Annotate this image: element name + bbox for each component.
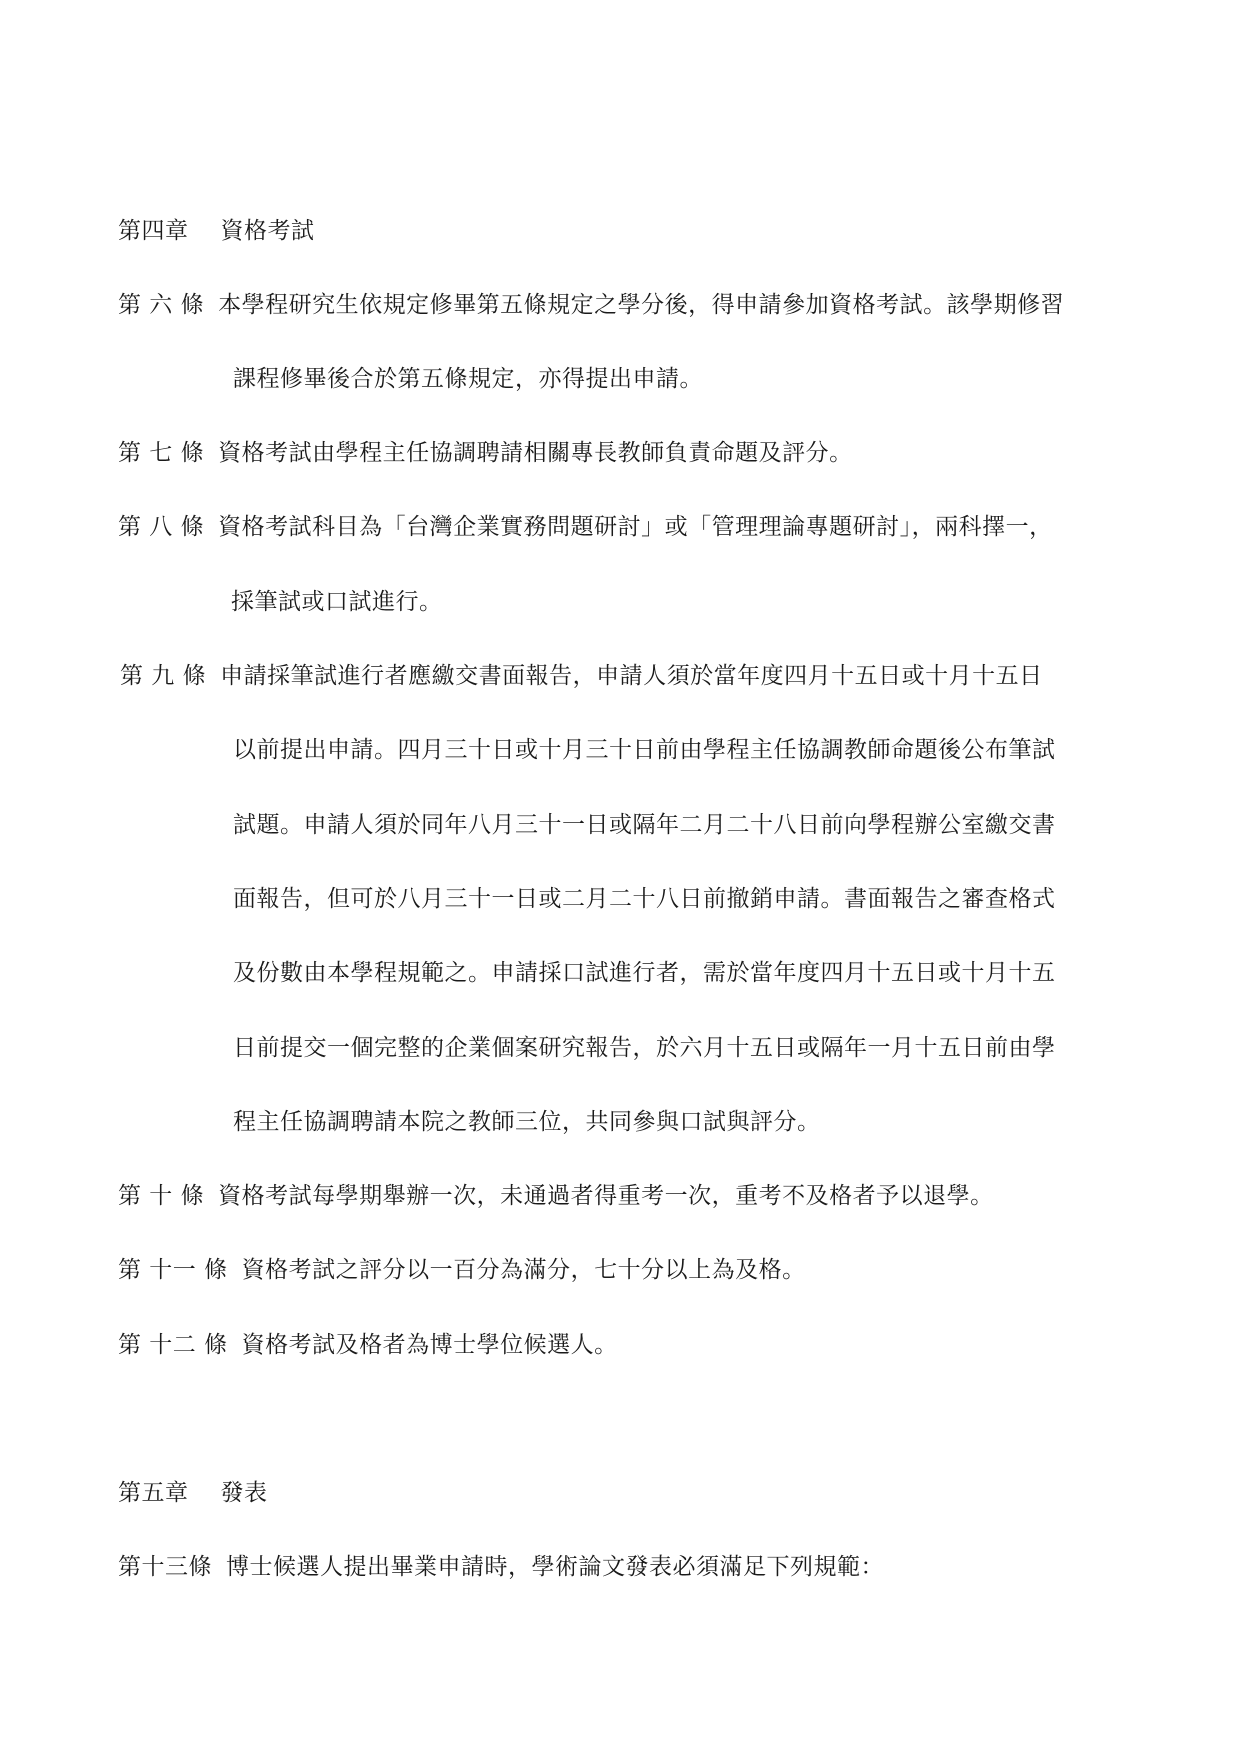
- article-9-continuation: [233, 1107, 821, 1137]
- article-9-continuation: [233, 735, 1056, 765]
- article-text-line: 資格考試由學程主任協調聘請相關專長教師負責命題及評分。: [218, 440, 853, 466]
- article-text-line: 博士候選人提出畢業申請時，學術論文發表必須滿足下列規範：: [226, 1554, 884, 1580]
- article-text-line: 本學程研究生依規定修畢第五條規定之學分後，得申請參加資格考試。該學期修習: [218, 292, 1065, 318]
- article-9-continuation: [233, 958, 1056, 988]
- article-label: 第 十二 條: [118, 1332, 228, 1358]
- article-label: 第 七 條: [118, 440, 205, 466]
- chapter-label: 第四章: [118, 218, 189, 244]
- article-text-line: 試題。申請人須於同年八月三十一日或隔年二月二十八日前向學程辦公室繳交書: [233, 812, 1056, 838]
- article-11: [118, 1255, 806, 1285]
- article-label: 第 八 條: [118, 514, 205, 540]
- article-8: [118, 512, 1053, 542]
- article-9: [120, 661, 1043, 691]
- chapter-label: 第五章: [118, 1480, 189, 1506]
- article-label: 第 九 條: [120, 663, 207, 689]
- article-13: [118, 1552, 884, 1582]
- article-6: [118, 290, 1064, 320]
- article-8-continuation: [231, 587, 443, 617]
- chapter-title: 資格考試: [220, 218, 315, 244]
- article-text-line: 以前提出申請。四月三十日或十月三十日前由學程主任協調教師命題後公布筆試: [233, 737, 1056, 763]
- article-label: 第 十 條: [118, 1183, 205, 1209]
- article-text-line: 資格考試科目為「台灣企業實務問題研討」或「管理理論專題研討」，兩科擇一，: [218, 514, 1053, 540]
- chapter-heading: [118, 1478, 268, 1508]
- article-7: [118, 438, 853, 468]
- article-label: 第十三條: [118, 1554, 212, 1580]
- article-9-continuation: [233, 810, 1056, 840]
- article-text-line: 資格考試之評分以一百分為滿分，七十分以上為及格。: [241, 1257, 806, 1283]
- article-text-line: 資格考試每學期舉辦一次，未通過者得重考一次，重考不及格者予以退學。: [218, 1183, 994, 1209]
- article-9-continuation: [233, 884, 1056, 914]
- article-text-line: 課程修畢後合於第五條規定，亦得提出申請。: [233, 366, 703, 392]
- article-text-line: 資格考試及格者為博士學位候選人。: [241, 1332, 618, 1358]
- article-text-line: 程主任協調聘請本院之教師三位，共同參與口試與評分。: [233, 1109, 821, 1135]
- chapter-heading: [118, 216, 315, 246]
- article-6-continuation: [233, 364, 703, 394]
- article-text-line: 日前提交一個完整的企業個案研究報告，於六月十五日或隔年一月十五日前由學: [233, 1035, 1056, 1061]
- article-text-line: 面報告，但可於八月三十一日或二月二十八日前撤銷申請。書面報告之審查格式: [233, 886, 1056, 912]
- article-label: 第 六 條: [118, 292, 205, 318]
- article-12: [118, 1330, 618, 1360]
- chapter-title: 發表: [220, 1480, 268, 1506]
- article-text-line: 採筆試或口試進行。: [231, 589, 443, 615]
- article-9-continuation: [233, 1033, 1056, 1063]
- article-text-line: 申請採筆試進行者應繳交書面報告，申請人須於當年度四月十五日或十月十五日: [220, 663, 1043, 689]
- article-text-line: 及份數由本學程規範之。申請採口試進行者，需於當年度四月十五日或十月十五: [233, 960, 1056, 986]
- article-label: 第 十一 條: [118, 1257, 228, 1283]
- article-10: [118, 1181, 994, 1211]
